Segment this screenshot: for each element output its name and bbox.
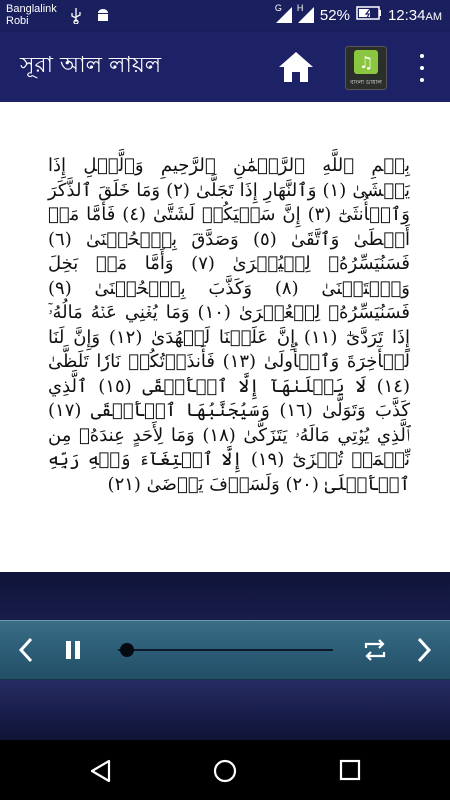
music-note-icon: ♫ — [354, 50, 378, 74]
battery-icon — [356, 6, 382, 24]
carrier-line-2: Robi — [6, 15, 29, 27]
status-right — [274, 3, 442, 24]
clock-time: 12:34 — [387, 6, 426, 24]
pause-button[interactable] — [57, 634, 89, 666]
progress-track[interactable] — [118, 649, 333, 651]
carrier-line-1: Banglalink — [6, 3, 57, 15]
music-button-label: বাংলা ডায়াল — [350, 79, 382, 86]
home-circle-icon — [212, 758, 238, 784]
pause-icon — [64, 640, 82, 660]
signal-1-label: G — [274, 3, 282, 13]
more-vert-icon — [420, 54, 424, 58]
next-button[interactable] — [408, 634, 440, 666]
android-icon — [96, 8, 110, 28]
repeat-button[interactable] — [359, 634, 391, 666]
chevron-left-icon — [16, 637, 36, 663]
signal-1-icon — [274, 3, 292, 23]
repeat-icon — [363, 639, 387, 661]
more-options-button[interactable] — [412, 54, 432, 82]
signal-2-icon — [296, 3, 314, 23]
clock-suffix: AM — [425, 10, 442, 23]
app-bar — [0, 32, 450, 102]
back-button[interactable] — [88, 758, 114, 784]
status-bar — [0, 0, 450, 32]
home-button[interactable] — [277, 48, 315, 86]
previous-button[interactable] — [10, 634, 42, 666]
signal-2-label: H — [296, 3, 304, 13]
back-triangle-icon — [88, 758, 114, 784]
usb-icon — [70, 8, 82, 28]
recents-square-icon — [338, 758, 362, 782]
music-button[interactable] — [345, 46, 387, 90]
page-title: সূরা আল লায়ল — [20, 53, 162, 78]
carrier-info — [6, 3, 57, 27]
audio-player — [0, 620, 450, 680]
recents-button[interactable] — [338, 758, 362, 782]
home-icon — [277, 48, 315, 86]
home-nav-button[interactable] — [212, 758, 238, 784]
battery-percent: 52% — [319, 6, 350, 24]
navigation-bar — [0, 740, 450, 800]
surah-text: بِسۡمِ ٱللَّهِ ٱلرَّحۡمَٰنِ ٱلرَّحِيمِ وَٱلَّيۡلِ إِذَا يَغۡشَىٰ (١) وَٱلنَّهَارِ إِذَا تَجَلَّىٰ (٢) وَمَا خَلَقَ ٱلذَّكَرَ وَٱلۡأُنثَىٰٓ (٣) إِنَّ سَعۡيَكُمۡ لَشَتَّىٰ (٤) فَأَمَّا مَنۡ أَعۡطَىٰ وَٱتَّقَىٰ (٥) وَصَدَّقَ بِٱلۡحُسۡنَىٰ (٦) فَسَنُيَسِّرُهُۥ لِلۡيُسۡرَىٰ (٧) وَأَمَّا مَنۢ بَخِلَ وَٱسۡتَغۡنَىٰ (٨) وَكَذَّبَ بِٱلۡحُسۡنَىٰ (٩) فَسَنُيَسِّرُهُۥ لِلۡعُسۡرَىٰ (١٠) وَمَا يُغۡنِي عَنۡهُ مَالُهُۥٓ إِذَا تَرَدَّىٰٓ (١١) إِنَّ عَلَيۡنَا لَلۡهُدَىٰ (١٢) وَإِنَّ لَنَا لَلۡأٓخِرَةَ وَٱلۡأُولَىٰ (١٣) فَأَنذَرۡتُكُمۡ نَارٗا تَلَظَّىٰ (١٤) لَا يَصۡلَىٰهَآ إِلَّا ٱلۡأَشۡقَى (١٥) ٱلَّذِي كَذَّبَ وَتَوَلَّىٰ (١٦) وَسَيُجَنَّبُهَا ٱلۡأَتۡقَى (١٧) ٱلَّذِي يُؤۡتِي مَالَهُۥ يَتَزَكَّىٰ (١٨) وَمَا لِأَحَدٍ عِندَهُۥ مِن نِّعۡمَةٖ تُجۡزَىٰٓ (١٩) إِلَّا ٱبۡتِغَآءَ وَجۡهِ رَبِّهِ ٱلۡأَعۡلَىٰ (٢٠) وَلَسَوۡفَ يَرۡضَىٰ (٢١) — [48, 155, 411, 495]
chevron-right-icon — [414, 637, 434, 663]
surah-content — [0, 102, 450, 572]
progress-thumb[interactable] — [120, 643, 134, 657]
clock — [388, 7, 442, 24]
